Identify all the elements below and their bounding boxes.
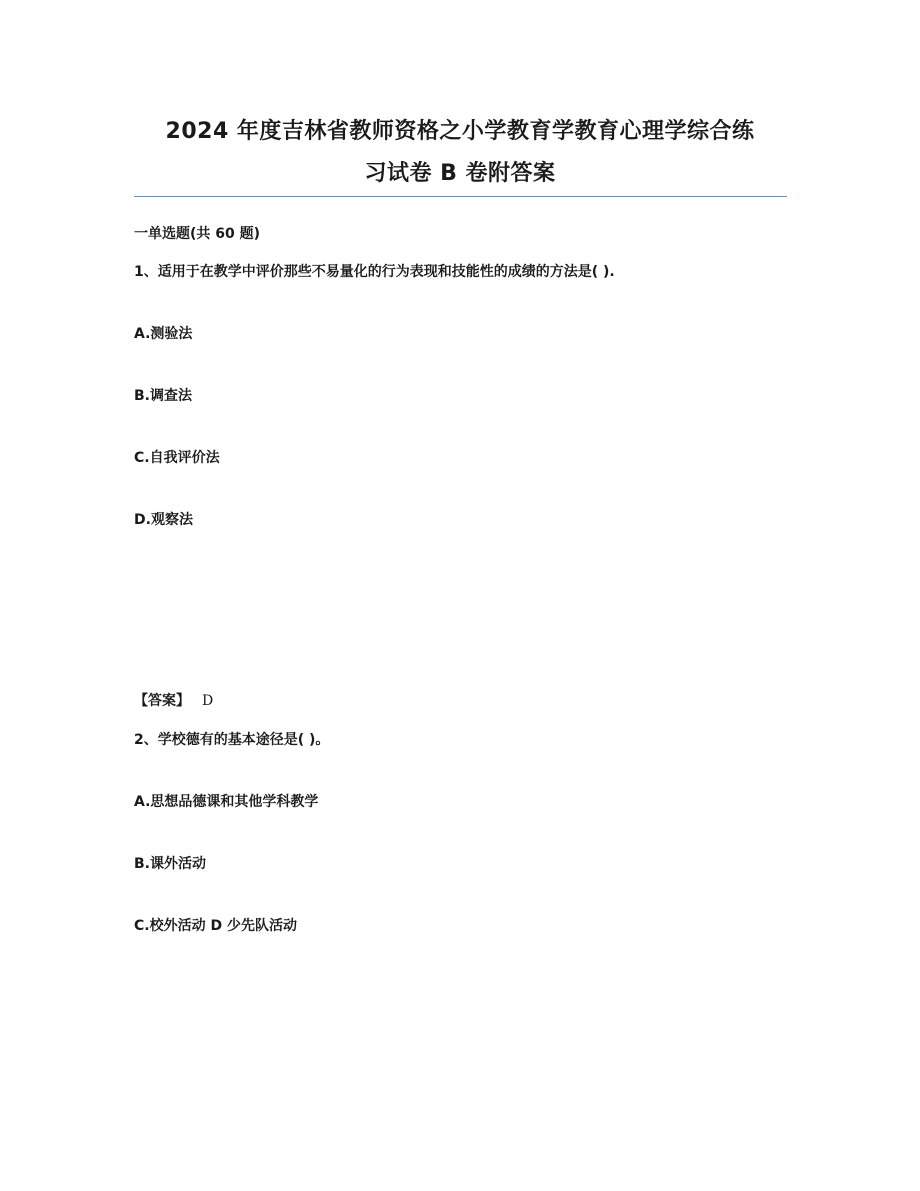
question-1-stem: 1、适用于在教学中评价那些不易量化的行为表现和技能性的成绩的方法是( ). [134,264,615,280]
question-1-option-d: D.观察法 [134,512,193,528]
document-title [134,111,786,195]
answer-value: D [202,693,214,709]
title-line-1: 2024 年度吉林省教师资格之小学教育学教育心理学综合练 [165,119,755,144]
question-1-option-c: C.自我评价法 [134,450,220,466]
title-divider [134,196,787,197]
title-line-2: 习试卷 B 卷附答案 [364,161,556,186]
question-2-stem: 2、学校德有的基本途径是( )。 [134,732,330,748]
question-1-answer [134,691,213,711]
question-2-option-c: C.校外活动 D 少先队活动 [134,918,297,934]
question-2-option-b: B.课外活动 [134,856,206,872]
section-heading: 一单选题(共 60 题) [134,226,261,242]
question-2-option-a: A.思想品德课和其他学科教学 [134,794,319,810]
question-1-option-b: B.调查法 [134,388,192,404]
answer-label: 【答案】 [134,693,190,709]
question-1-option-a: A.测验法 [134,326,193,342]
